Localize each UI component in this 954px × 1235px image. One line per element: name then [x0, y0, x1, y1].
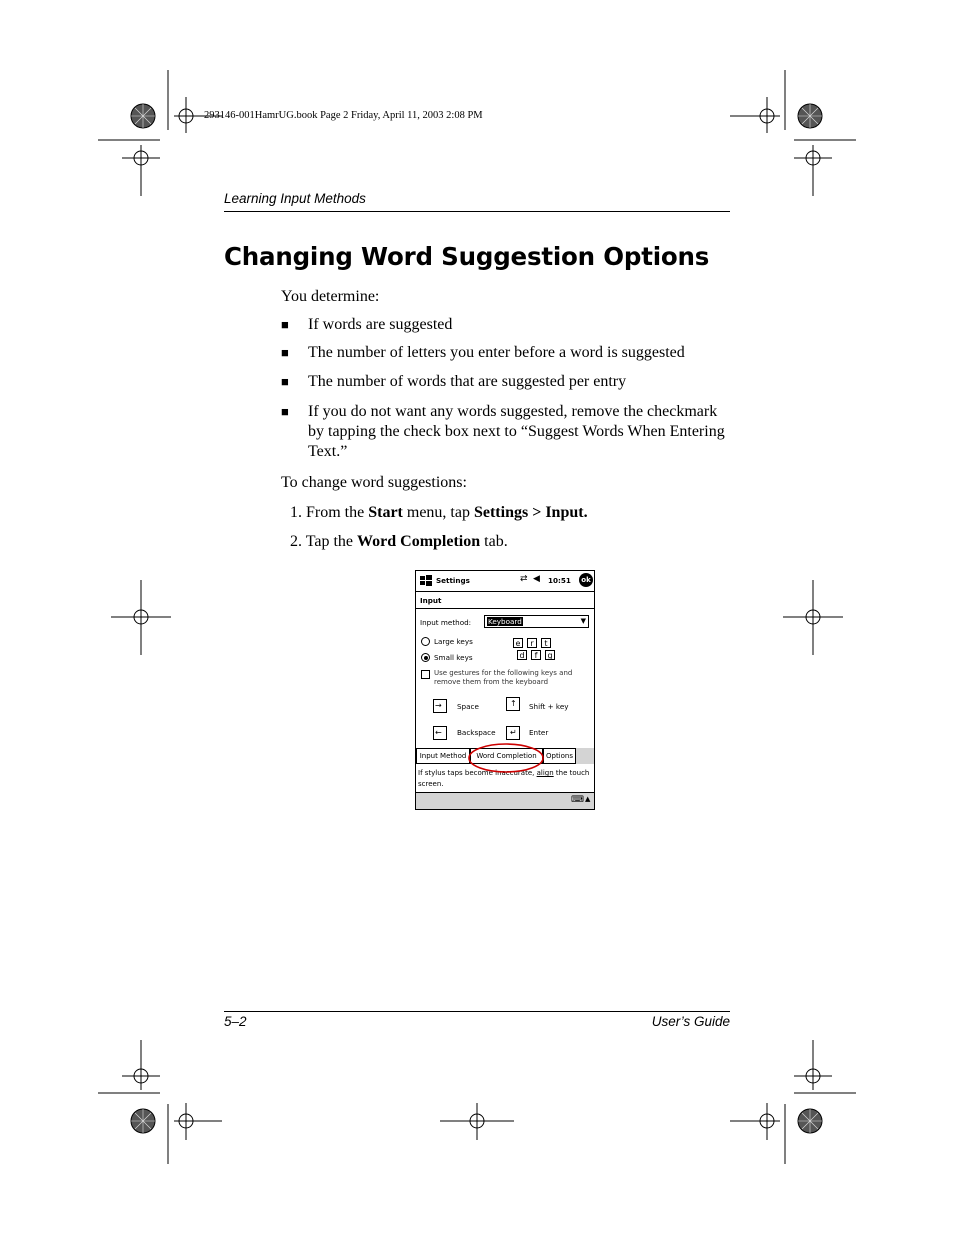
square-bullet-icon: ■: [281, 374, 289, 389]
print-info: 293146-001HamrUG.book Page 2 Friday, April 11, 2003 2:08 PM: [204, 110, 483, 121]
guide-name: User’s Guide: [651, 1014, 730, 1029]
tab-input-method[interactable]: Input Method: [416, 748, 470, 764]
footer-rule: [224, 1011, 730, 1012]
space-label: Space: [457, 702, 479, 711]
ok-button[interactable]: ok: [579, 573, 593, 587]
backspace-label: Backspace: [457, 728, 496, 737]
step-2: 2. Tap the Word Completion tab.: [290, 533, 508, 550]
space-gesture-icon: →: [433, 699, 447, 713]
connectivity-icon[interactable]: ⇄: [520, 574, 528, 584]
header-rule: [224, 211, 730, 212]
square-bullet-icon: ■: [281, 317, 289, 332]
status-message: If stylus taps become inaccurate, align the touch screen.: [418, 769, 590, 788]
square-bullet-icon: ■: [281, 345, 289, 360]
small-keys-label: Small keys: [434, 653, 473, 662]
input-method-select[interactable]: Keyboard ▼: [484, 615, 589, 628]
pocketpc-screenshot: Settings ⇄ ◀ 10:51 ok Input Input method: Keyboard ▼ Large keys Small keys e r t d f g Use gestures for the following keys and remove them from the keyboard → Space ↑ Shift + key ← Backspace ↵ Enter Input Method Word Completion Options If stylus taps become inaccurate, align the touch screen. ⌨ ▲: [415, 570, 595, 810]
square-bullet-icon: ■: [281, 404, 289, 419]
running-head: Learning Input Methods: [224, 191, 366, 206]
gestures-label: Use gestures for the following keys and remove them from the keyboard: [434, 669, 573, 686]
clock[interactable]: 10:51: [548, 576, 571, 585]
align-link[interactable]: align: [536, 769, 554, 777]
keyboard-icon[interactable]: ⌨: [571, 795, 584, 805]
app-title: Settings: [436, 576, 470, 585]
gestures-checkbox[interactable]: [421, 670, 430, 679]
input-method-label: Input method:: [420, 618, 472, 627]
chevron-down-icon: ▼: [580, 617, 586, 625]
backspace-gesture-icon: ←: [433, 726, 447, 740]
enter-label: Enter: [529, 728, 549, 737]
page-title: Changing Word Suggestion Options: [224, 242, 710, 271]
tab-options[interactable]: Options: [543, 748, 576, 764]
title-bar: [416, 571, 594, 592]
highlight-ellipse: [466, 741, 546, 775]
shift-label: Shift + key: [529, 702, 569, 711]
speaker-icon[interactable]: ◀: [533, 574, 540, 584]
tab-word-completion[interactable]: Word Completion: [470, 748, 543, 764]
large-keys-label: Large keys: [434, 637, 473, 646]
section-title: Input: [420, 596, 442, 605]
shift-gesture-icon: ↑: [506, 697, 520, 711]
enter-gesture-icon: ↵: [506, 726, 520, 740]
chevron-up-icon[interactable]: ▲: [585, 795, 591, 803]
menu-bar: [416, 793, 594, 809]
to-change-text: To change word suggestions:: [281, 474, 467, 491]
large-keys-radio[interactable]: [421, 637, 430, 646]
page-number: 5–2: [224, 1014, 247, 1029]
intro-text: You determine:: [281, 288, 380, 305]
windows-flag-icon[interactable]: [419, 574, 433, 588]
small-keys-radio[interactable]: [421, 653, 430, 662]
step-1: 1. From the Start menu, tap Settings > Input.: [290, 504, 588, 521]
